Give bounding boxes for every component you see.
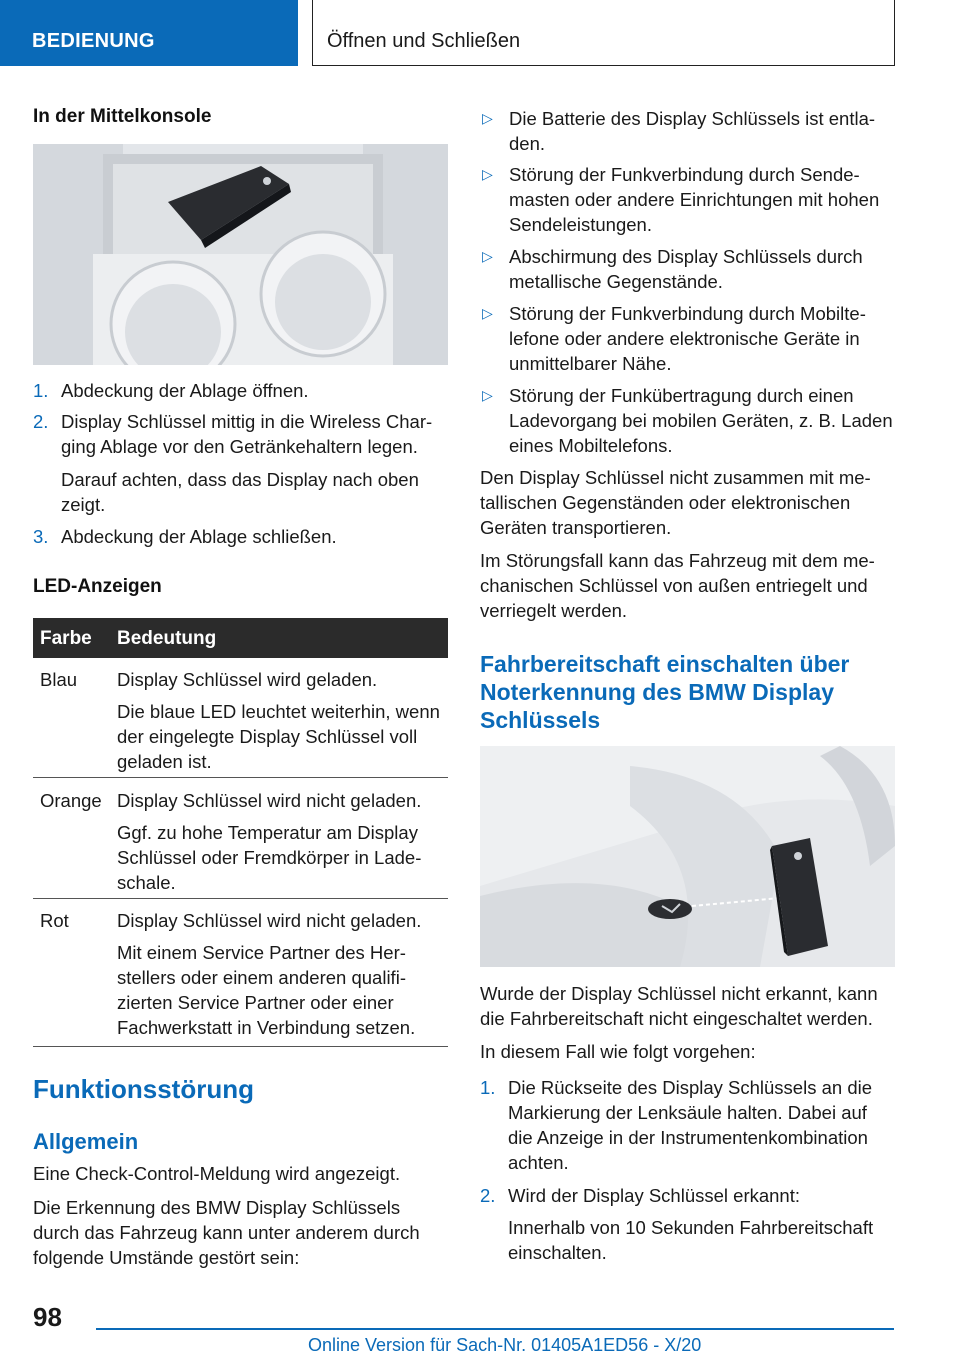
triangle-bullet-icon: ▷ — [482, 387, 493, 403]
console-illustration — [33, 144, 448, 365]
section-tab[interactable]: BEDIENUNG — [0, 0, 298, 66]
chapter-title: Öffnen und Schließen — [312, 0, 895, 66]
steering-column-image — [480, 746, 895, 967]
triangle-bullet-icon: ▷ — [482, 248, 493, 264]
paragraph: Den Display Schlüssel nicht zusammen mit metallischen Gegenständen oder elektronischen Geräten transportieren. — [480, 467, 871, 538]
step-text: Abdeckung der Ablage schließen. — [61, 526, 337, 547]
cell-meaning — [117, 667, 447, 774]
steering-illustration — [480, 746, 895, 967]
cell-meaning — [117, 788, 447, 895]
step-number: 1. — [33, 380, 49, 401]
step-text: Die Rückseite des Display Schlüssels an die Markierung der Lenksäule halten. Dabei auf die Anzeige in der Instrumentenkombination achten. — [508, 1077, 873, 1173]
heading-ready: Fahrbereitschaft einschalten über Noterkennung des BMW Display Schlüssels — [480, 651, 850, 733]
paragraph: Eine Check-Control-Meldung wird angezeigt. — [33, 1163, 401, 1184]
step-number: 2. — [33, 411, 49, 432]
paragraph: Wurde der Display Schlüssel nicht erkannt, kann die Fahrbereitschaft nicht eingeschaltet werden. — [480, 983, 878, 1029]
meaning-line: Display Schlüssel wird nicht geladen. — [117, 910, 422, 931]
cell-meaning — [117, 908, 447, 1040]
triangle-bullet-icon: ▷ — [482, 166, 493, 182]
cell-color: Rot — [40, 910, 69, 931]
meaning-line: Display Schlüssel wird geladen. — [117, 669, 378, 690]
step-number: 1. — [480, 1077, 496, 1098]
step-2 — [33, 409, 448, 524]
console-image — [33, 144, 448, 365]
cell-color: Blau — [40, 669, 78, 690]
footer-version: Online Version für Sach-Nr. 01405A1ED56 - X/20 — [308, 1335, 702, 1355]
paragraph: In diesem Fall wie folgt vorgehen: — [480, 1041, 756, 1062]
footer-divider — [96, 1328, 894, 1330]
step-text: Display Schlüssel mittig in die Wireless Charging Ablage vor den Getränkehaltern legen. — [61, 411, 433, 457]
heading-fault: Funktionsstörung — [33, 1074, 254, 1104]
step-number: 3. — [33, 526, 49, 547]
page-number: 98 — [33, 1302, 62, 1332]
table-row — [33, 908, 448, 1047]
step-1 — [480, 1075, 895, 1180]
step-2 — [480, 1183, 895, 1273]
step-note: Innerhalb von 10 Sekunden Fahrbereitschaft einschalten. — [508, 1217, 874, 1263]
paragraph: Die Erkennung des BMW Display Schlüssels durch das Fahrzeug kann unter anderem durch folgende Umstände gestört sein: — [33, 1197, 420, 1268]
step-number: 2. — [480, 1185, 496, 1206]
triangle-bullet-icon: ▷ — [482, 305, 493, 321]
step-text: Wird der Display Schlüssel erkannt: — [508, 1185, 800, 1206]
step-text: Abdeckung der Ablage öffnen. — [61, 380, 309, 401]
meaning-detail: Mit einem Service Partner des Herstellers oder einem anderen qualifizierten Service Partner oder einer Fachwerkstatt in Verbindung setzen. — [117, 942, 416, 1038]
step-note: Darauf achten, dass das Display nach oben zeigt. — [61, 469, 419, 515]
subhead-console: In der Mittelkonsole — [33, 106, 212, 127]
table-row — [33, 667, 448, 778]
paragraph: Im Störungsfall kann das Fahrzeug mit dem mechanischen Schlüssel von außen entriegelt und verriegelt werden. — [480, 550, 875, 621]
page-header — [0, 0, 960, 66]
col-header-color: Farbe — [40, 628, 92, 649]
heading-general: Allgemein — [33, 1129, 139, 1154]
meaning-detail: Ggf. zu hohe Temperatur am Display Schlüssel oder Fremdkörper in Ladeschale. — [117, 822, 422, 893]
step-1 — [33, 378, 448, 403]
table-row — [33, 788, 448, 899]
led-table-header — [33, 618, 448, 658]
col-header-meaning: Bedeutung — [117, 628, 217, 649]
cell-color: Orange — [40, 790, 102, 811]
meaning-detail: Die blaue LED leuchtet weiterhin, wenn der eingelegte Display Schlüssel voll geladen ist. — [117, 701, 440, 772]
subhead-led: LED-Anzeigen — [33, 576, 162, 597]
meaning-line: Display Schlüssel wird nicht geladen. — [117, 790, 422, 811]
triangle-bullet-icon: ▷ — [482, 110, 493, 126]
step-3 — [33, 524, 448, 549]
